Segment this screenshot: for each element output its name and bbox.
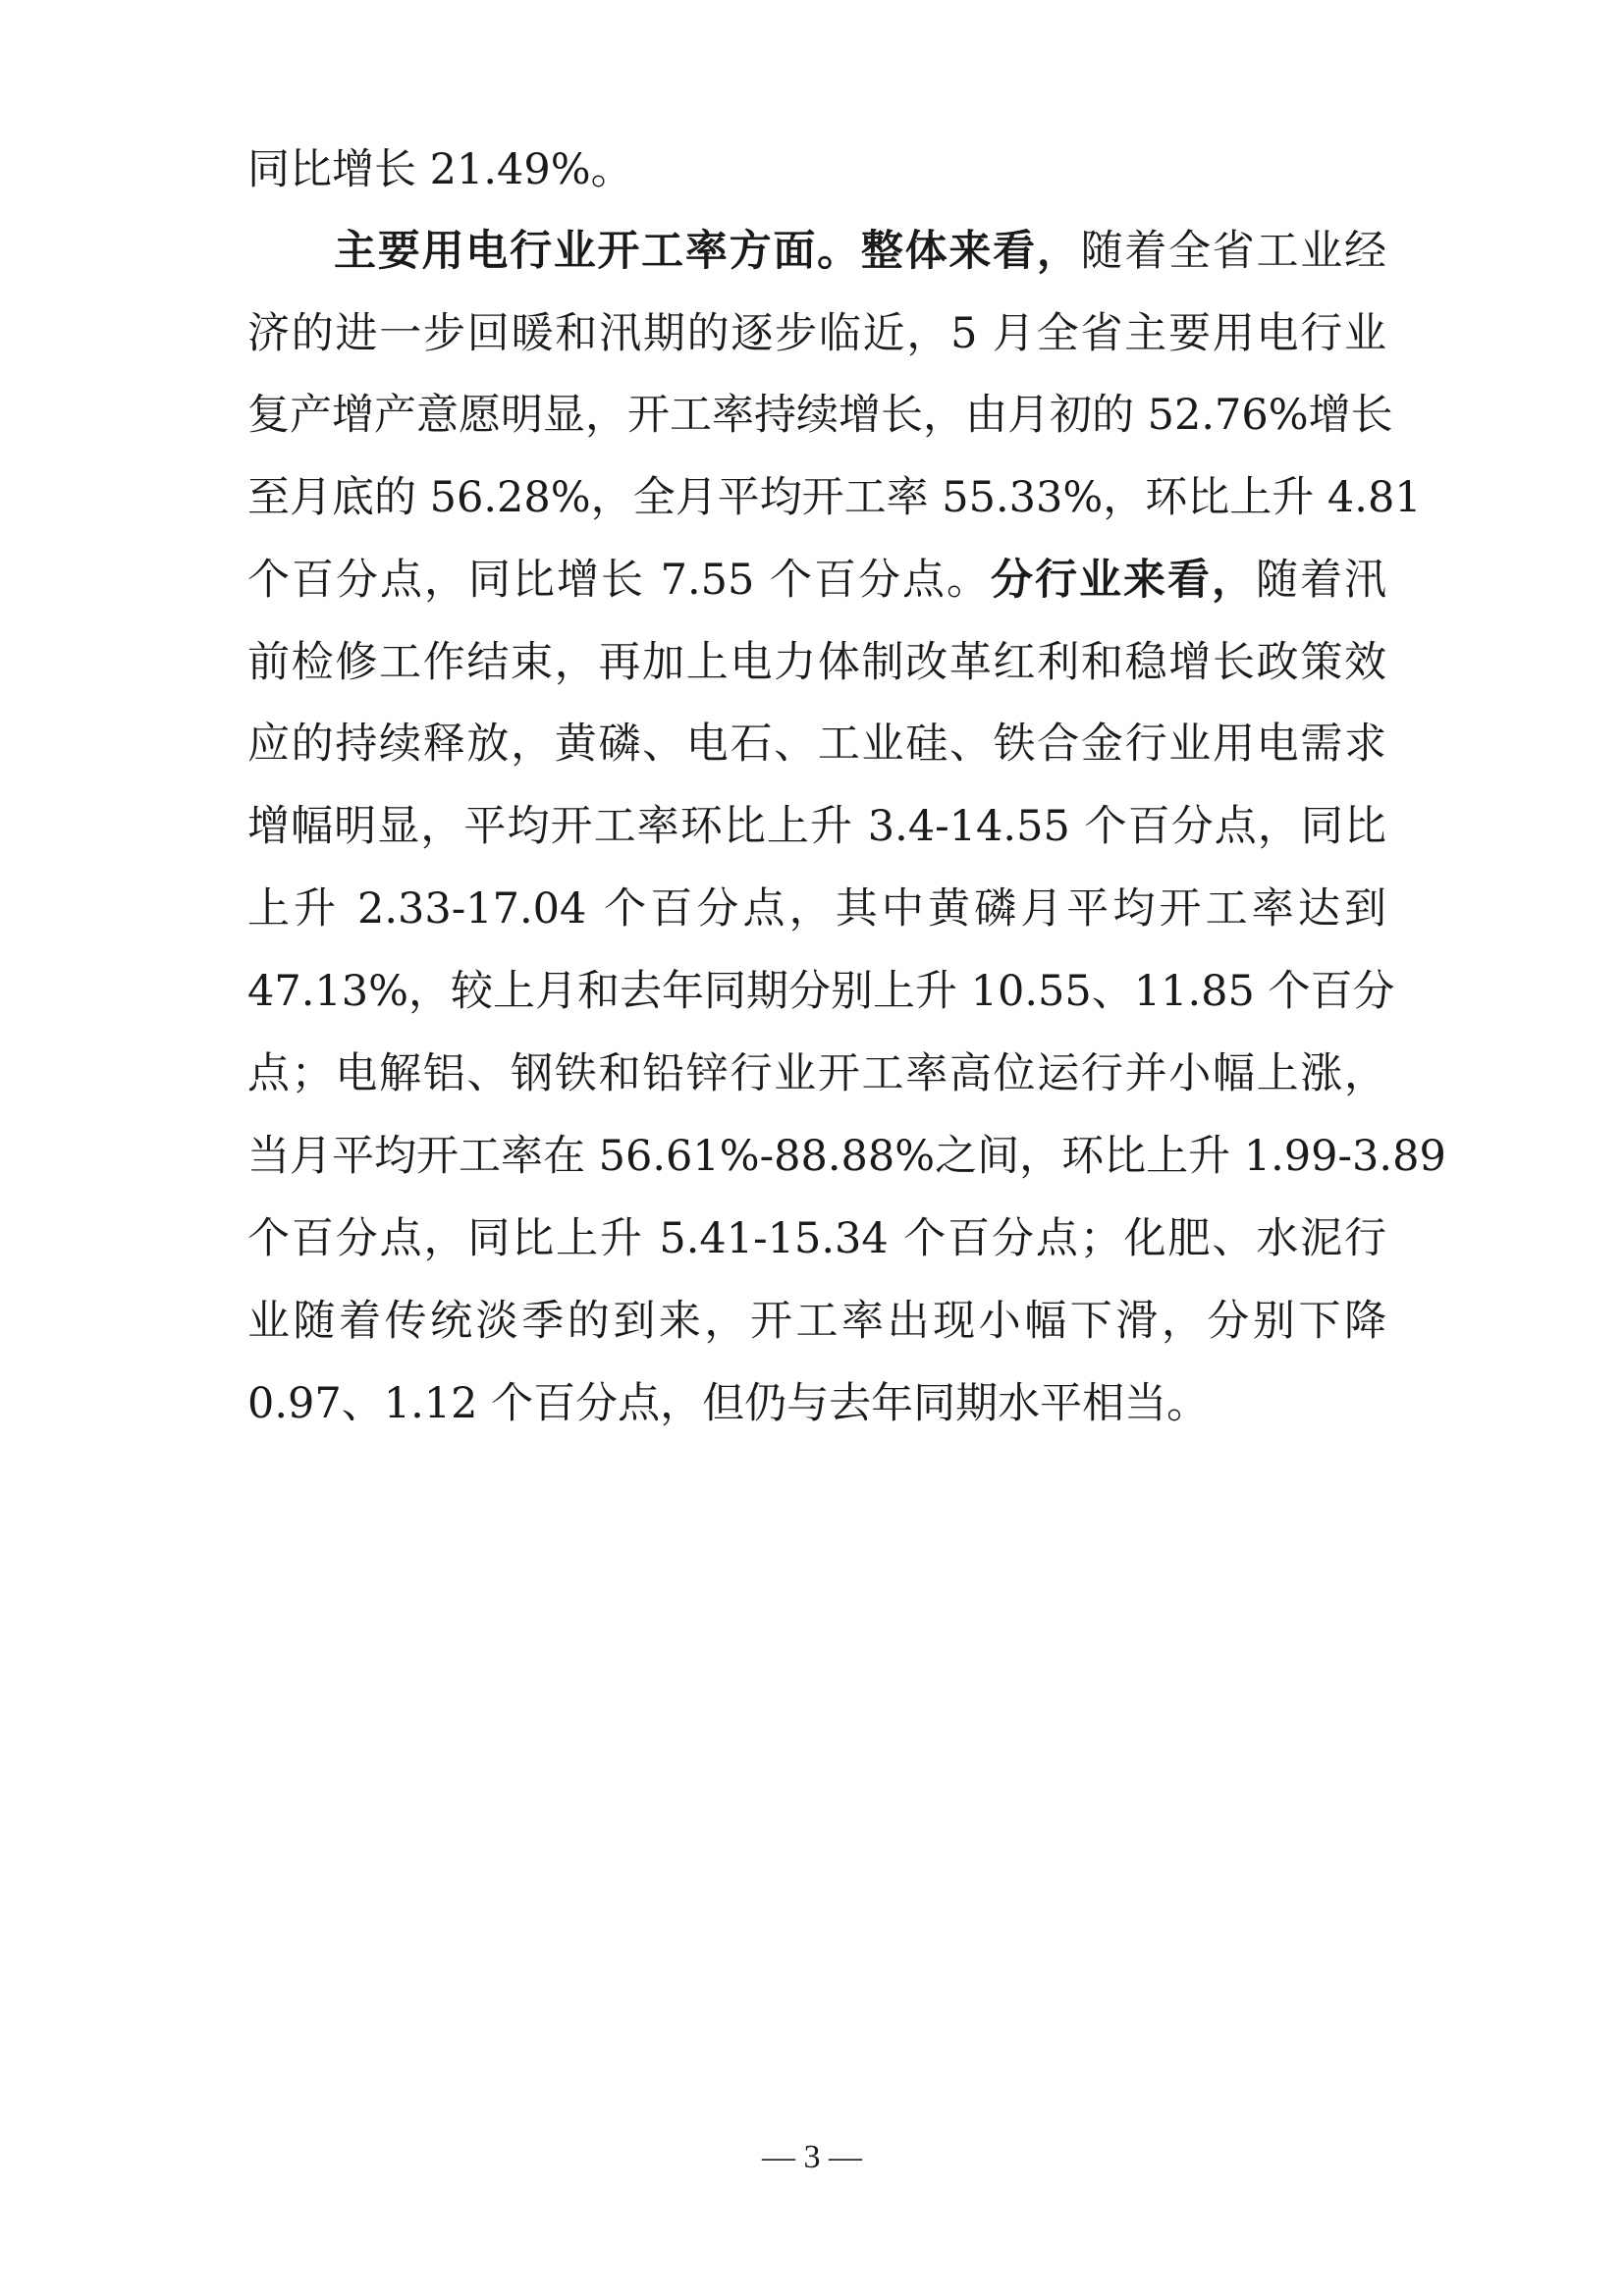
- text-line: [247, 468, 1422, 527]
- body-text-segment: 复产增产意愿明显，开工率持续增长，由月初的 52.76%增长: [247, 391, 1393, 440]
- text-line: [247, 1374, 1386, 1433]
- text-line: [247, 633, 1386, 692]
- body-text-segment: 0.97、1.12 个百分点，但仍与去年同期水平相当。: [247, 1379, 1210, 1428]
- text-line: [247, 715, 1386, 774]
- body-text-segment: 当月平均开工率在 56.61%-88.88%之间，环比上升 1.99-3.89: [247, 1132, 1446, 1181]
- body-text-segment: 业随着传统淡季的到来，开工率出现小幅下滑，分别下降: [247, 1297, 1386, 1346]
- body-text-segment: 应的持续释放，黄磷、电石、工业硅、铁合金行业用电需求: [247, 720, 1386, 769]
- text-line: [247, 880, 1386, 938]
- text-line: [247, 1127, 1446, 1186]
- text-line: [247, 1044, 1386, 1103]
- body-text-segment: 前检修工作结束，再加上电力体制改革红利和稳增长政策效: [247, 638, 1386, 687]
- body-text-segment: 47.13%，较上月和去年同期分别上升 10.55、11.85 个百分: [247, 967, 1395, 1016]
- text-line: [247, 1292, 1386, 1351]
- body-text-segment: 点；电解铝、钢铁和铅锌行业开工率高位运行并小幅上涨，: [247, 1049, 1386, 1098]
- body-text-segment: 个百分点，同比增长 7.55 个百分点。: [247, 556, 992, 605]
- text-line: [247, 140, 1386, 199]
- text-line: [247, 962, 1395, 1021]
- text-line: [247, 797, 1386, 856]
- body-text-segment: 同比增长 21.49%。: [247, 145, 633, 194]
- bold-heading-text: 分行业来看，: [991, 556, 1257, 605]
- body-text-segment: 增幅明显，平均开工率环比上升 3.4-14.55 个百分点，同比: [247, 802, 1386, 851]
- body-text-segment: 个百分点，同比上升 5.41-15.34 个百分点；化肥、水泥行: [247, 1214, 1386, 1263]
- text-line: [334, 222, 1386, 281]
- body-text-segment: 济的进一步回暖和汛期的逐步临近，5 月全省主要用电行业: [247, 309, 1386, 358]
- text-line: [247, 1209, 1386, 1268]
- page-number: — 3 —: [762, 2139, 862, 2175]
- text-line: [247, 386, 1393, 445]
- text-line: [247, 551, 1386, 610]
- body-text-segment: 随着汛: [1256, 556, 1387, 605]
- body-text-segment: 至月底的 56.28%，全月平均开工率 55.33%，环比上升 4.81: [247, 473, 1422, 522]
- text-line: [247, 304, 1386, 363]
- body-text-segment: 上升 2.33-17.04 个百分点，其中黄磷月平均开工率达到: [247, 884, 1386, 934]
- body-text-segment: 随着全省工业经: [1080, 227, 1387, 276]
- bold-heading-text: 主要用电行业开工率方面。整体来看，: [334, 227, 1081, 276]
